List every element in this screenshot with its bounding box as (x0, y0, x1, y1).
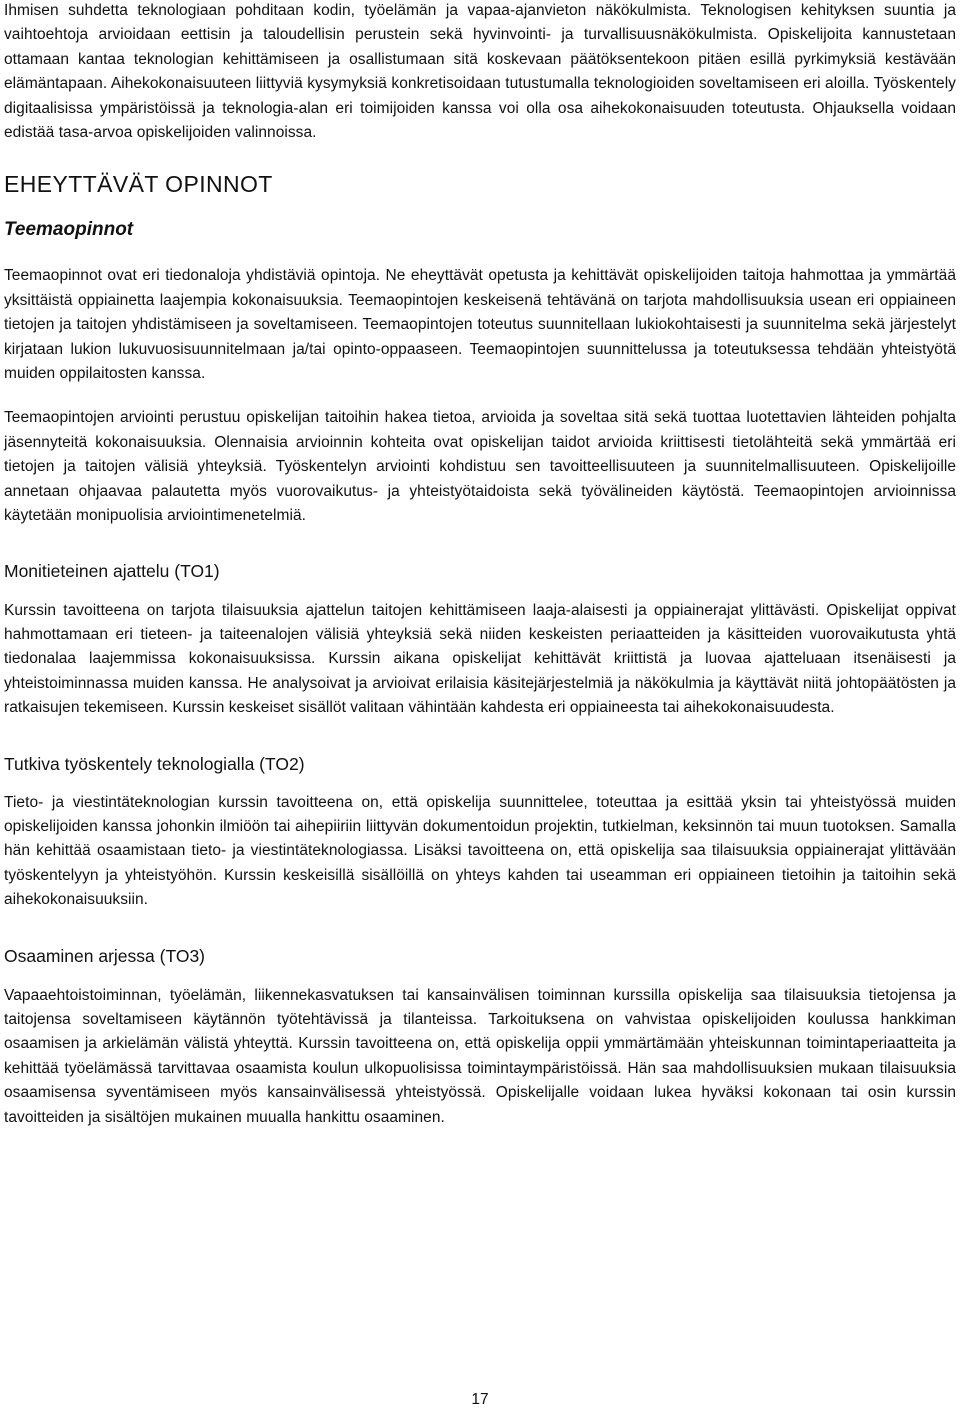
page-number: 17 (471, 1391, 489, 1408)
course-paragraph-to2: Tieto- ja viestintäteknologian kurssin tavoitteena on, että opiskelija suunnittelee, toteuttaa ja esittää yksin tai yhteistyössä muiden opiskelijoiden kanssa johonkin ilmiöön tai aihepiiriin liittyvän dokumentoidun projektin, tutkielman, keksinnön tai muun tuotoksen. Samalla hän kehittää osaamistaan tieto- ja viestintäteknologiassa. Lisäksi tavoitteena on, että opiskelija saa tilaisuuksia oppiainerajat ylittävään työskentelyyn ja yhteistyöhön. Kurssin keskeisillä sisällöillä on yhteys kahden tai useamman eri oppiaineen tietoihin ja taitoihin sekä aihekokonaisuuksiin. (4, 793, 956, 909)
course-title-to3: Osaaminen arjessa (TO3) (4, 945, 206, 966)
main-heading: EHEYTTÄVÄT OPINNOT (4, 171, 273, 198)
teemaopinnot-paragraph-2: Teemaopintojen arviointi perustuu opiskelijan taitoihin hakea tietoa, arvioida ja soveltaa sitä sekä tuottaa luotettavien lähteiden pohjalta jäsennyteitä kokonaisuuksia. Olennaisia arvioinnin kohteita ovat opiskelijan taidot arvioida kriittisesti tietolähteitä sekä ymmärtää eri tietojen ja taitojen välisiä yhteyksiä. Työskentelyn arviointi kohdistuu sen tavoitteellisuuteen ja suunnitelmallisuuteen. Opiskelijoille annetaan ohjaavaa palautetta myös vuorovaikutus- ja yhteistyötaidoista sekä työvälineiden käytöstä. Teemaopintojen arvioinnissa käytetään monipuolisia arviointimenetelmiä. (4, 409, 956, 525)
subheading-teemaopinnot: Teemaopinnot (4, 219, 134, 241)
course-paragraph-to1: Kurssin tavoitteena on tarjota tilaisuuksia ajattelun taitojen kehittämiseen laaja-alaisesti ja oppiainerajat ylittävästi. Opiskelijat oppivat hahmottamaan eri tieteen- ja taiteenalojen välisiä yhteyksiä sekä niiden keskeisten periaatteiden ja käsitteiden vuorovaikutusta yhtä tiedonalaa laajemmissa kokonaisuuksissa. Kurssin aikana opiskelijat kehittävät kriittistä ja luovaa ajatteluaan itsenäisesti ja yhteistoiminnassa muiden kanssa. He analysoivat ja arvioivat erilaisia käsitejärjestelmiä ja näkökulmia ja käyttävät niitä johtopäätösten ja ratkaisujen tekemiseen. Kurssin keskeiset sisällöt valitaan vähintään kahdesta eri oppiaineesta tai aihekokonaisuudesta. (4, 601, 956, 717)
intro-paragraph: Ihmisen suhdetta teknologiaan pohditaan kodin, työelämän ja vapaa-ajanvieton näkökulmista. Teknologisen kehityksen suuntia ja vaihtoehtoja arvioidaan eettisin ja taloudellisin perustein sekä hyvinvointi- ja turvallisuusnäkökulmista. Opiskelijoita kannustetaan ottamaan kantaa teknologian kehittämiseen ja osallistumaan sitä koskevaan päätöksentekoon pitäen esillä pyrkimyksiä kestävään elämäntapaan. Aihekokonaisuuteen liittyviä kysymyksiä konkretisoidaan tutustumalla teknologioiden soveltamiseen eri aloilla. Työskentely digitaalisissa ympäristöissä ja teknologia-alan eri toimijoiden kanssa voi olla osa aihekokonaisuuden toteutusta. Ohjauksella voidaan edistää tasa-arvoa opiskelijoiden valinnoissa. (4, 2, 956, 142)
course-paragraph-to3: Vapaaehtoistoiminnan, työelämän, liikennekasvatuksen tai kansainvälisen toiminnan kurssilla opiskelija saa tilaisuuksia tietojensa ja taitojensa soveltamiseen käytännön työtehtävissä ja tilanteissa. Tarkoituksena on vahvistaa opiskelijoiden koulussa hankkiman osaamisen ja arkielämän välistä yhteyttä. Kurssin tavoitteena on, että opiskelija oppii ymmärtämään yhteiskunnan toimintaperiaatteita ja kehittää työelämässä tarvittavaa osaamista koulun ulkopuolisissa toimintaympäristöissä. Hän saa mahdollisuuksien mukaan tilaisuuksia osaamisensa syventämiseen myös kansainvälisessä yhteistyössä. Opiskelijalle voidaan lukea hyväksi kokonaan tai osin kurssin tavoitteiden ja sisältöjen mukainen muualla hankittu osaaminen. (4, 986, 956, 1126)
course-title-to1: Monitieteinen ajattelu (TO1) (4, 560, 220, 581)
course-title-to2: Tutkiva työskentely teknologialla (TO2) (4, 753, 305, 774)
teemaopinnot-paragraph-1: Teemaopinnot ovat eri tiedonaloja yhdistäviä opintoja. Ne eheyttävät opetusta ja kehittävät opiskelijoiden taitoja hahmottaa ja ymmärtää yksittäistä oppiainetta laajempia kokonaisuuksia. Teemaopintojen keskeisenä tehtävänä on tarjota mahdollisuuksia usean eri oppiaineen tietojen ja taitojen yhdistämiseen ja soveltamiseen. Teemaopintojen toteutus suunnitellaan lukiokohtaisesti ja suunnitelma sekä järjestelyt kirjataan lukion lukuvuosisuunnitelmaan ja/tai opinto-oppaaseen. Teemaopintojen suunnittelussa ja toteutuksessa tehdään yhteistyötä muiden oppilaitosten kanssa. (4, 267, 956, 383)
document-page (4, 0, 956, 1130)
